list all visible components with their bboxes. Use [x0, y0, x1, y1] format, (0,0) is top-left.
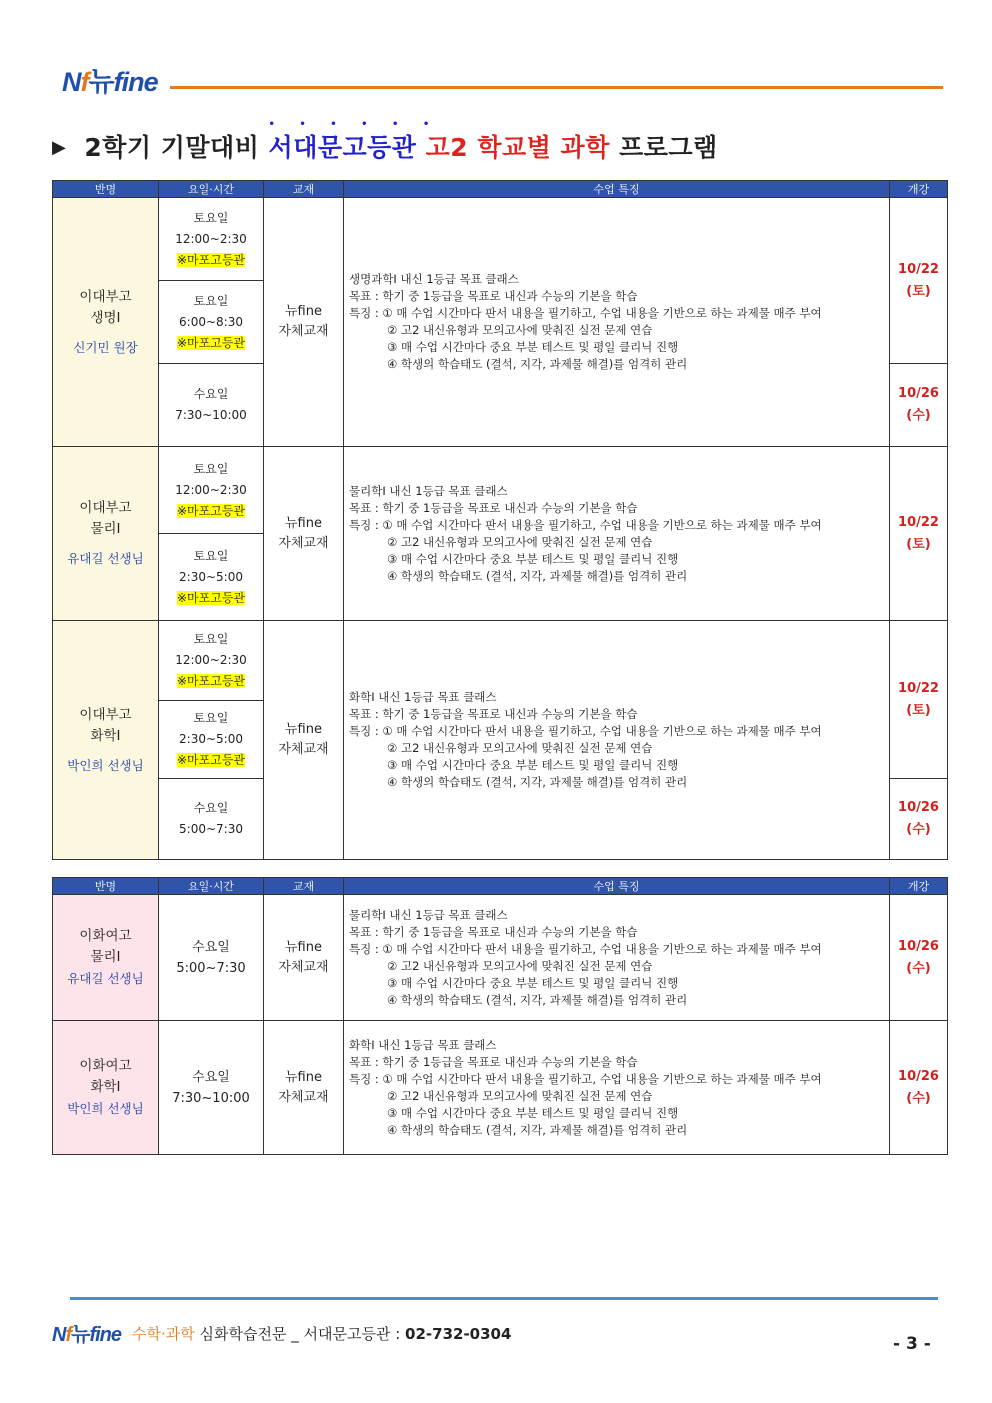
book-cell [264, 198, 344, 447]
title-branch-wrap [268, 119, 440, 162]
feature-title: 물리학Ⅰ 내신 1등급 목표 클래스 [349, 907, 508, 922]
opening-date: 10/26 [898, 386, 939, 401]
table-row [53, 1021, 948, 1155]
schedule-day: 토요일 [193, 548, 229, 563]
schedule-day: 토요일 [193, 711, 229, 725]
teacher-name: 박인희 선생님 [67, 1101, 144, 1116]
opening-date: 10/22 [898, 514, 939, 530]
schedule-day: 수요일 [192, 1069, 230, 1085]
class-cell [53, 895, 159, 1021]
schedule-day: 수요일 [192, 939, 230, 955]
schedule-day: 수요일 [193, 387, 229, 401]
class-cell [53, 1021, 159, 1155]
schedule-note: ※마포고등관 [176, 753, 245, 767]
page-number: - 3 - [893, 1334, 931, 1354]
schedule-note: ※마포고등관 [176, 590, 245, 605]
schedule-cell [159, 895, 264, 1021]
feature-item-4: ④ 학생의 학습태도 (결석, 지각, 과제물 해결)를 엄격히 관리 [387, 357, 688, 371]
feature-item-3: ③ 매 수업 시간마다 중요 부분 테스트 및 평일 클리닉 진행 [387, 1105, 679, 1120]
feature-title: 화학Ⅰ 내신 1등급 목표 클래스 [349, 690, 497, 704]
opening-cell [890, 198, 948, 364]
col-header-schedule: 요일·시간 [159, 878, 264, 895]
class-cell [53, 447, 159, 621]
schedule-time: 12:00~2:30 [175, 231, 247, 246]
footer-divider [70, 1297, 938, 1300]
opening-day: (수) [906, 408, 931, 423]
subject-name: 물리Ⅰ [90, 949, 121, 965]
schedule-cell [159, 447, 264, 534]
school-name: 이화여고 [79, 1058, 132, 1074]
features-cell [344, 198, 890, 447]
school-name: 이대부고 [79, 288, 132, 305]
footer-slogan: 심화학습전문 _ 서대문고등관 : [194, 1325, 406, 1343]
feature-item-2: ② 고2 내신유형과 모의고사에 맞춰진 실전 문제 연습 [387, 323, 653, 337]
schedule-time: 6:00~8:30 [179, 314, 243, 329]
feature-item-3: ③ 매 수업 시간마다 중요 부분 테스트 및 평일 클리닉 진행 [387, 975, 679, 990]
logo-f: f [80, 67, 89, 97]
schedule-note: ※마포고등관 [176, 252, 245, 267]
teacher-name: 유대길 선생님 [67, 551, 144, 566]
feature-item-4: ④ 학생의 학습태도 (결석, 지각, 과제물 해결)를 엄격히 관리 [387, 992, 688, 1007]
schedule-table-2 [52, 877, 948, 1155]
school-name: 이화여고 [79, 928, 132, 944]
opening-day: (토) [906, 702, 931, 718]
footer-brand-logo [52, 1318, 121, 1347]
book-line1: 뉴fine [285, 1069, 322, 1085]
schedule-cell [159, 198, 264, 281]
page-title [52, 119, 718, 164]
title-branch: 서대문고등관 [268, 133, 417, 162]
col-header-class: 반명 [53, 181, 159, 198]
schedule-day: 토요일 [193, 210, 229, 225]
footer-text [132, 1323, 511, 1344]
opening-day: (수) [906, 1090, 931, 1106]
schedule-time: 7:30~10:00 [172, 1090, 250, 1106]
opening-day: (토) [906, 536, 931, 552]
school-name: 이대부고 [79, 706, 132, 723]
book-line1: 뉴fine [285, 939, 322, 955]
subject-name: 화학Ⅰ [90, 727, 121, 744]
feature-item-4: ④ 학생의 학습태도 (결석, 지각, 과제물 해결)를 엄격히 관리 [387, 775, 688, 789]
footer-science: 과학 [165, 1325, 195, 1343]
schedule-cell [159, 1021, 264, 1155]
table-row [53, 895, 948, 1021]
triangle-bullet-icon: ▶ [52, 137, 67, 158]
brand-logo [62, 60, 158, 99]
feature-item-2: ② 고2 내신유형과 모의고사에 맞춰진 실전 문제 연습 [387, 741, 653, 755]
col-header-opening: 개강 [890, 878, 948, 895]
col-header-book: 교재 [264, 181, 344, 198]
opening-cell [890, 621, 948, 779]
opening-cell [890, 447, 948, 621]
feature-item-1: 특징 : ① 매 수업 시간마다 판서 내용을 필기하고, 수업 내용을 기반으로 하는 과제물 매주 부여 [349, 517, 822, 532]
opening-date: 10/22 [898, 680, 939, 696]
logo-fine: fine [89, 1324, 122, 1346]
col-header-schedule: 요일·시간 [159, 181, 264, 198]
schedule-cell [159, 779, 264, 860]
book-line2: 자체교재 [278, 742, 329, 757]
teacher-name: 유대길 선생님 [67, 971, 144, 986]
feature-item-3: ③ 매 수업 시간마다 중요 부분 테스트 및 평일 클리닉 진행 [387, 551, 679, 566]
book-cell [264, 621, 344, 860]
footer-dot: · [160, 1325, 166, 1343]
logo-new: 뉴 [88, 67, 114, 97]
schedule-day: 수요일 [193, 801, 229, 815]
book-line2: 자체교재 [278, 959, 329, 975]
logo-new: 뉴 [71, 1324, 90, 1346]
school-name: 이대부고 [79, 500, 132, 516]
subject-name: 생명Ⅰ [90, 309, 121, 326]
opening-day: (수) [906, 822, 931, 837]
logo-n: N [62, 67, 81, 97]
class-cell [53, 198, 159, 447]
feature-goal: 목표 : 학기 중 1등급을 목표로 내신과 수능의 기본을 학습 [349, 707, 638, 721]
opening-cell [890, 895, 948, 1021]
book-line1: 뉴fine [285, 722, 322, 737]
feature-goal: 목표 : 학기 중 1등급을 목표로 내신과 수능의 기본을 학습 [349, 924, 638, 939]
schedule-note: ※마포고등관 [176, 335, 245, 350]
class-cell [53, 621, 159, 860]
opening-day: (토) [906, 283, 931, 299]
title-part2: 고2 학교별 과학 [416, 133, 610, 162]
opening-cell [890, 364, 948, 447]
col-header-features: 수업 특징 [344, 878, 890, 895]
table-header-row [53, 878, 948, 895]
book-line2: 자체교재 [278, 324, 329, 339]
emphasis-dots: • • • • • • [268, 119, 440, 130]
title-part3: 프로그램 [609, 133, 718, 162]
header-divider [170, 86, 943, 89]
book-cell [264, 1021, 344, 1155]
title-part1: 2학기 기말대비 [84, 133, 269, 162]
logo-n: N [52, 1324, 66, 1346]
schedule-day: 토요일 [193, 461, 229, 476]
subject-name: 화학Ⅰ [90, 1079, 121, 1095]
feature-item-2: ② 고2 내신유형과 모의고사에 맞춰진 실전 문제 연습 [387, 1088, 653, 1103]
footer-phone: 02-732-0304 [405, 1325, 512, 1343]
col-header-features: 수업 특징 [344, 181, 890, 198]
schedule-cell [159, 364, 264, 447]
feature-item-1: 특징 : ① 매 수업 시간마다 판서 내용을 필기하고, 수업 내용을 기반으로 하는 과제물 매주 부여 [349, 306, 822, 320]
schedule-table-1 [52, 180, 948, 860]
schedule-cell [159, 281, 264, 364]
schedule-cell [159, 621, 264, 701]
col-header-class: 반명 [53, 878, 159, 895]
table-header-row [53, 181, 948, 198]
schedule-note: ※마포고등관 [176, 674, 245, 688]
feature-item-3: ③ 매 수업 시간마다 중요 부분 테스트 및 평일 클리닉 진행 [387, 758, 679, 772]
schedule-cell [159, 534, 264, 621]
opening-cell [890, 1021, 948, 1155]
schedule-time: 5:00~7:30 [176, 960, 246, 976]
feature-item-4: ④ 학생의 학습태도 (결석, 지각, 과제물 해결)를 엄격히 관리 [387, 1122, 688, 1137]
table-row [53, 621, 948, 701]
feature-goal: 목표 : 학기 중 1등급을 목표로 내신과 수능의 기본을 학습 [349, 289, 638, 303]
opening-date: 10/26 [898, 1068, 939, 1084]
book-cell [264, 447, 344, 621]
col-header-book: 교재 [264, 878, 344, 895]
feature-item-1: 특징 : ① 매 수업 시간마다 판서 내용을 필기하고, 수업 내용을 기반으로 하는 과제물 매주 부여 [349, 724, 822, 738]
subject-name: 물리Ⅰ [90, 521, 121, 537]
schedule-cell [159, 701, 264, 779]
schedule-time: 12:00~2:30 [175, 482, 247, 497]
schedule-note: ※마포고등관 [176, 503, 245, 518]
book-line2: 자체교재 [278, 535, 329, 551]
schedule-day: 토요일 [193, 293, 229, 308]
book-line2: 자체교재 [278, 1089, 329, 1105]
opening-cell [890, 779, 948, 860]
feature-item-1: 특징 : ① 매 수업 시간마다 판서 내용을 필기하고, 수업 내용을 기반으로 하는 과제물 매주 부여 [349, 1071, 822, 1086]
opening-date: 10/22 [898, 261, 939, 277]
schedule-time: 2:30~5:00 [179, 569, 243, 584]
features-cell [344, 447, 890, 621]
feature-title: 물리학Ⅰ 내신 1등급 목표 클래스 [349, 483, 508, 498]
table-row [53, 447, 948, 534]
feature-goal: 목표 : 학기 중 1등급을 목표로 내신과 수능의 기본을 학습 [349, 500, 638, 515]
feature-item-3: ③ 매 수업 시간마다 중요 부분 테스트 및 평일 클리닉 진행 [387, 340, 679, 354]
schedule-time: 5:00~7:30 [179, 822, 243, 836]
opening-day: (수) [906, 960, 931, 976]
footer-math: 수학 [132, 1325, 161, 1343]
opening-date: 10/26 [898, 800, 939, 815]
book-cell [264, 895, 344, 1021]
feature-item-2: ② 고2 내신유형과 모의고사에 맞춰진 실전 문제 연습 [387, 534, 653, 549]
feature-item-2: ② 고2 내신유형과 모의고사에 맞춰진 실전 문제 연습 [387, 958, 653, 973]
teacher-name: 신기민 원장 [73, 339, 138, 355]
features-cell [344, 621, 890, 860]
schedule-day: 토요일 [193, 632, 229, 646]
feature-item-1: 특징 : ① 매 수업 시간마다 판서 내용을 필기하고, 수업 내용을 기반으로 하는 과제물 매주 부여 [349, 941, 822, 956]
book-line1: 뉴fine [285, 515, 322, 531]
schedule-time: 2:30~5:00 [179, 732, 243, 746]
feature-title: 화학Ⅰ 내신 1등급 목표 클래스 [349, 1037, 497, 1052]
logo-fine: fine [113, 67, 158, 97]
feature-title: 생명과학Ⅰ 내신 1등급 목표 클래스 [349, 272, 519, 286]
feature-goal: 목표 : 학기 중 1등급을 목표로 내신과 수능의 기본을 학습 [349, 1054, 638, 1069]
table-row [53, 198, 948, 281]
features-cell [344, 1021, 890, 1155]
col-header-opening: 개강 [890, 181, 948, 198]
feature-item-4: ④ 학생의 학습태도 (결석, 지각, 과제물 해결)를 엄격히 관리 [387, 568, 688, 583]
schedule-time: 12:00~2:30 [175, 653, 247, 667]
features-cell [344, 895, 890, 1021]
book-line1: 뉴fine [285, 304, 322, 319]
schedule-time: 7:30~10:00 [175, 408, 247, 422]
teacher-name: 박인희 선생님 [67, 757, 144, 773]
logo-f: f [65, 1324, 72, 1346]
opening-date: 10/26 [898, 938, 939, 954]
